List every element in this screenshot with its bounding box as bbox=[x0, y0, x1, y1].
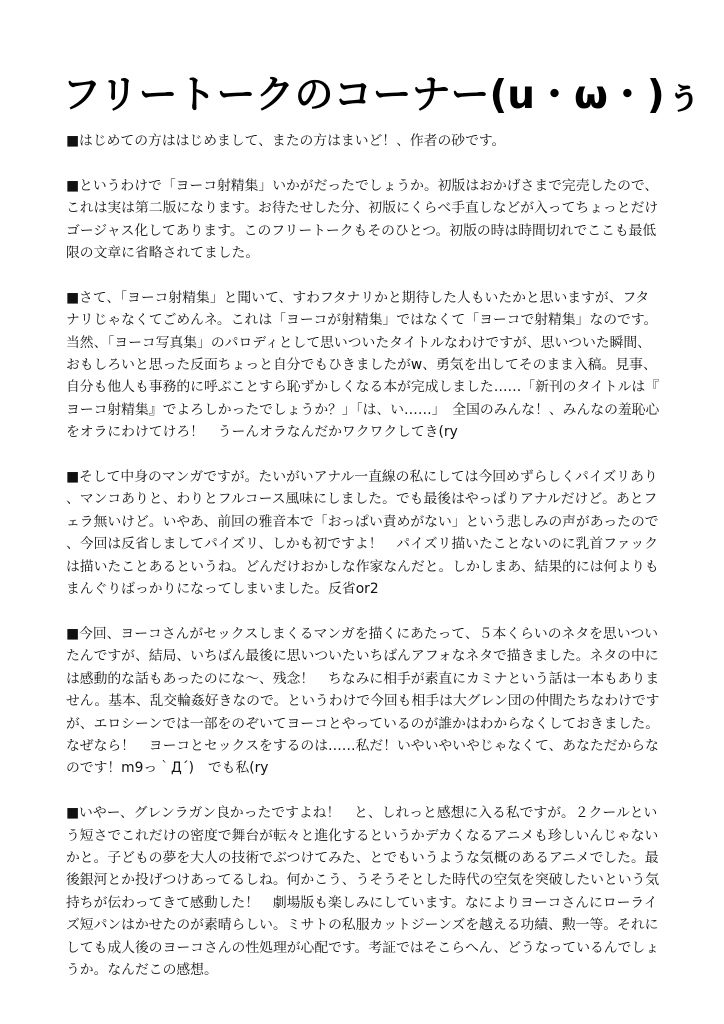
paragraph-anime-impressions: ■いやー、グレンラガン良かったですよね！ と、しれっと感想に入る私ですが。２クールという短さでこれだけの密度で舞台が転々と進化するというかデカくなるアニメも珍しいんじゃないかと。子どもの夢を大人の技術でぶつけてみた、とでもいうような気概のあるアニメでした。最後銀河とか投げつけあってるしね。何かこう、うそうそとした時代の空気を突破したいという気持ちが伝わってきて感動した！ 劇場版も楽しみにしています。なによりヨーコさんにローライズ短パンはかせたのが素晴らしい。ミサトの私服カットジーンズを越える功績、勲一等。それにしても成人後のヨーコさんの性処理が心配です。考証ではそこらへん、どうなっているんでしょうか。なんだこの感想。 bbox=[66, 805, 660, 978]
page-title: フリートークのコーナー(u・ω・)ぅ bbox=[62, 73, 704, 118]
paragraph-title-explanation: ■さて、「ヨーコ射精集」と聞いて、すわフタナリかと期待した人もいたかと思いますが、フタナリじゃなくてごめんネ。これは「ヨーコが射精集」ではなくて「ヨーコで射精集」なのです。当然、「ヨーコ写真集」のパロディとして思いついたタイトルなわけですが、思いついた瞬間、おもしろいと思った反面ちょっと自分でもひきましたがw、勇気を出してそのまま入稿。見事、自分も他人も事務的に呼ぶことすら恥ずかしくなる本が完成しました……「新刊のタイトルは『ヨーコ射精集』でよろしかったでしょうか？」「は、い……」 全国のみんな！、みんなの羞恥心をオラにわけてけろ！ うーんオラなんだかワクワクしてき(ry bbox=[66, 289, 660, 441]
free-talk-body bbox=[66, 130, 662, 1004]
paragraph-story-ideas: ■今回、ヨーコさんがセックスしまくるマンガを描くにあたって、５本くらいのネタを思いついたんですが、結局、いちばん最後に思いついたいちばんアフォなネタで描きました。ネタの中には感動的な話もあったのにな～、残念！ ちなみに相手が素直にカミナという話は一本もありません。基本、乱交輪姦好きなので。というわけで今回も相手は大グレン団の仲間たちなわけですが、エロシーンでは一部をのぞいてヨーコとやっているのが誰かはわからなくしておきました。なぜなら！ ヨーコとセックスをするのは……私だ！いやいやいやじゃなくて、あなただからなのです！m9っ｀Д´) でも私(ry bbox=[66, 625, 660, 777]
paragraph-second-edition: ■というわけで「ヨーコ射精集」いかがだったでしょうか。初版はおかげさまで完売したので、これは実は第二版になります。お待たせした分、初版にくらべ手直しなどが入ってちょっとだけゴージャス化してあります。このフリートークもそのひとつ。初版の時は時間切れでここも最低限の文章に省略されてました。 bbox=[66, 177, 659, 262]
paragraph-manga-content: ■そして中身のマンガですが。たいがいアナル一直線の私にしては今回めずらしくパイズリあり、マンコありと、わりとフルコース風味にしました。でも最後はやっぱりアナルだけど。あとフェラ無いけど。いやあ、前回の雅音本で「おっぱい責めがない」という悲しみの声があったので、今回は反省しましてパイズリ、しかも初ですよ！ パイズリ描いたことないのに乳首ファックは描いたことあるというね。どんだけおかしな作家なんだと。しかしまあ、結果的には何よりもまんぐりばっかりになってしまいました。反省or2 bbox=[66, 469, 659, 598]
paragraph-greeting: ■はじめての方ははじめまして、またの方はまいど！、作者の砂です。 bbox=[66, 133, 506, 149]
